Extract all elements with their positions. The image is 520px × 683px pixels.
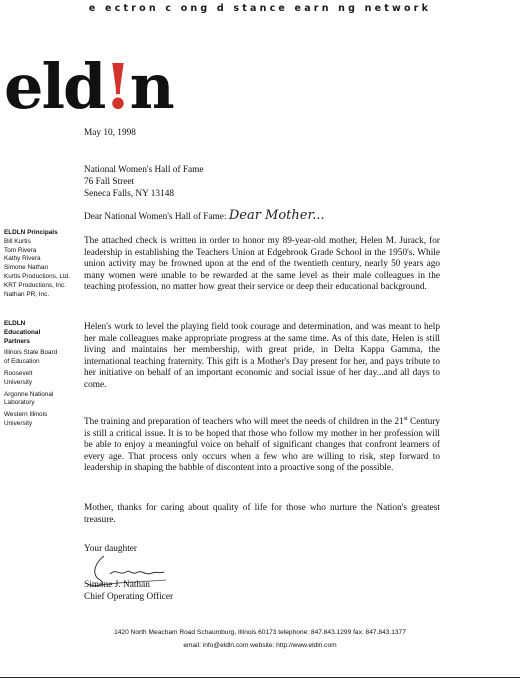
logo-bang: ! <box>104 50 130 123</box>
letter-date: May 10, 1998 <box>84 128 136 138</box>
principal-item: Nathan PR, Inc. <box>4 290 50 298</box>
partner-item: Illinois State Board of Education <box>4 349 58 366</box>
address-line-2: 76 Fall Street <box>84 177 135 187</box>
sidebar-partners <box>4 320 60 429</box>
principal-item: Kurtis Productions, Ltd. <box>4 272 71 280</box>
partners-heading: ELDLN Educational Partners <box>4 320 41 345</box>
partner-item: Argonne National Laboratory <box>4 390 54 407</box>
paragraph-1: The attached check is written in order to honor my 89-year-old mother, Helen M. Jurack, for leadership in establishing the Teachers Union at Edgebrook Grade School in the 1950's. While union activity may be frowned upon at the end of the twentieth century, nearly 50 years ago many women were unable to be rewarded at the same level as their male colleagues in the teaching profession, no matter how great their service or deep their educational background. <box>84 236 440 293</box>
sidebar-principals <box>4 229 70 299</box>
principal-item: Bill Kurtis <box>4 237 31 245</box>
paragraph-2: Helen's work to level the playing field took courage and determination, and was meant to help her male colleagues make appropriate progress at the same time. As of this date, Helen is still living and maintains her membership, with great pride, in Delta Kappa Gamma, the international teaching fraternity. This gift is a Mother's Day present for her, and pays tribute to her initiative on behalf of an important economic and social issue of her day...and all days to come. <box>84 322 440 390</box>
header-tagline: e ectron c ong d stance earn ng network <box>88 3 432 14</box>
paragraph-3-start: The training and preparation of teachers who will meet the needs of children in the 21 <box>84 417 404 428</box>
principals-heading: ELDLN Principals <box>4 229 58 236</box>
superscript-st: st <box>403 416 408 422</box>
closing: Your daughter <box>84 544 138 554</box>
principal-item: Simone Nathan <box>4 264 49 272</box>
bottom-rule <box>0 677 520 678</box>
logo-text-post: n <box>129 50 173 123</box>
signer-name: Simone J. Nathan <box>84 580 150 590</box>
partner-item: Western Illinois University <box>4 411 48 427</box>
salutation-typed: Dear National Women's Hall of Fame: <box>84 212 227 222</box>
address-line-1: National Women's Hall of Fame <box>84 165 204 175</box>
footer-contact: email: info@eldln.com website: http://www.eldln.com <box>183 642 337 649</box>
signer-title: Chief Operating Officer <box>84 592 174 602</box>
logo-text-pre: eld <box>4 50 105 123</box>
principal-item: KRT Productions, Inc. <box>4 281 66 289</box>
partner-item: Roosevelt University <box>4 369 33 386</box>
eldln-logo <box>4 50 173 123</box>
principal-item: Tom Rivera <box>4 246 37 254</box>
address-line-3: Seneca Falls, NY 13148 <box>84 189 175 199</box>
salutation <box>84 210 325 224</box>
paragraph-4: Mother, thanks for caring about quality of life for those who nurture the Nation's greatest treasure. <box>84 503 440 525</box>
principal-item: Kathy Rivera <box>4 255 41 263</box>
paragraph-3 <box>84 414 440 475</box>
paragraph-3-rest: Century is still a critical issue. It is to be hoped that those who follow my mother in her profession will be able to enjoy a meaningful voice on behalf of significant changes that confront learners of every age. That process only occurs when a few who are willing to risk, step forward to leadership in shaping the babble of discontent into a proactive song of the possible. <box>84 417 441 474</box>
salutation-handwritten: Dear Mother... <box>228 208 325 223</box>
footer-address: 1420 North Meacham Road Schaumburg, Illinois 60173 telephone: 847.843.1299 fax: 847.843.1377 <box>114 629 406 636</box>
